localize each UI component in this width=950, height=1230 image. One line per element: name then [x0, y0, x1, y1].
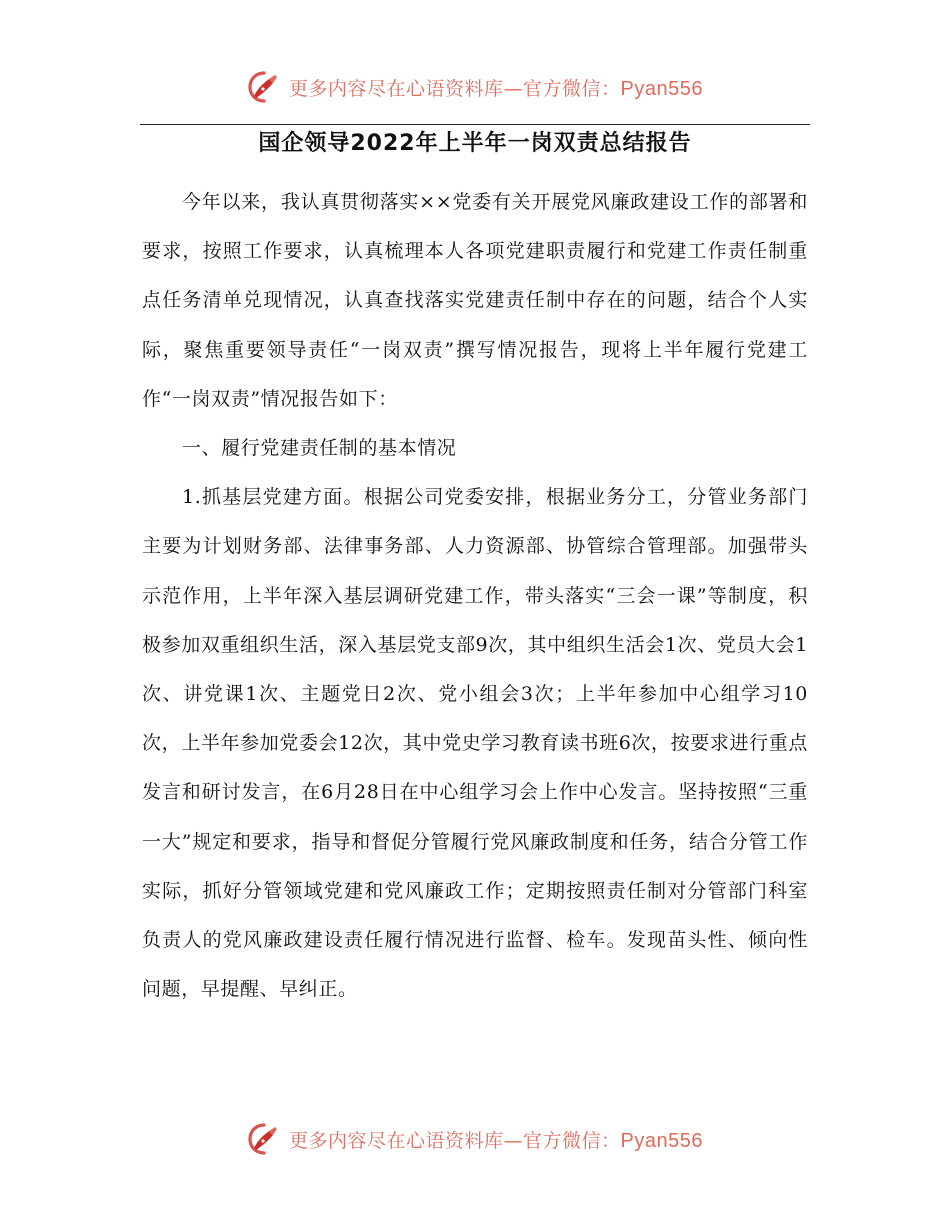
wechat-id: Pyan556: [620, 77, 703, 100]
header-divider: [140, 124, 810, 125]
watermark-text: 更多内容尽在心语资料库—官方微信：Pyan556: [289, 1129, 703, 1152]
section-heading: 一、履行党建责任制的基本情况: [182, 437, 457, 460]
document-title: 国企领导2022年上半年一岗双责总结报告: [258, 131, 692, 156]
body-paragraph: 1.抓基层党建方面。根据公司党委安排，根据业务分工，分管业务部门主要为计划财务部、法律事务部、人力资源部、协管综合管理部。加强带头示范作用，上半年深入基层调研党建工作，带头落实“三会一课”等制度，积极参加双重组织生活，深入基层党支部9次，其中组织生活会1次、党员大会1次、讲党课1次、主题党日2次、党小组会3次；上半年参加中心组学习10次，上半年参加党委会12次，其中党史学习教育读书班6次，按要求进行重点发言和研讨发言，在6月28日在中心组学习会上作中心发言。坚持按照“三重一大”规定和要求，指导和督促分管履行党风廉政制度和任务，结合分管工作实际，抓好分管领域党建和党风廉政工作；定期按照责任制对分管部门科室负责人的党风廉政建设责任履行情况进行监督、检车。发现苗头性、倾向性问题，早提醒、早纠正。: [142, 486, 808, 1001]
footer-watermark-banner: [0, 1122, 950, 1156]
wechat-id: Pyan556: [620, 1129, 703, 1152]
pen-nib-logo-icon: [247, 70, 281, 104]
body-paragraph: 今年以来，我认真贯彻落实××党委有关开展党风廉政建设工作的部署和要求，按照工作要求，认真梳理本人各项党建职责履行和党建工作责任制重点任务清单兑现情况，认真查找落实党建责任制中存在的问题，结合个人实际，聚焦重要领导责任“一岗双责”撰写情况报告，现将上半年履行党建工作“一岗双责”情况报告如下：: [142, 191, 808, 410]
document-body: [142, 178, 808, 1014]
watermark-text: 更多内容尽在心语资料库—官方微信：Pyan556: [289, 77, 703, 100]
pen-nib-logo-icon: [247, 1122, 281, 1156]
header-watermark-banner: [0, 70, 950, 104]
